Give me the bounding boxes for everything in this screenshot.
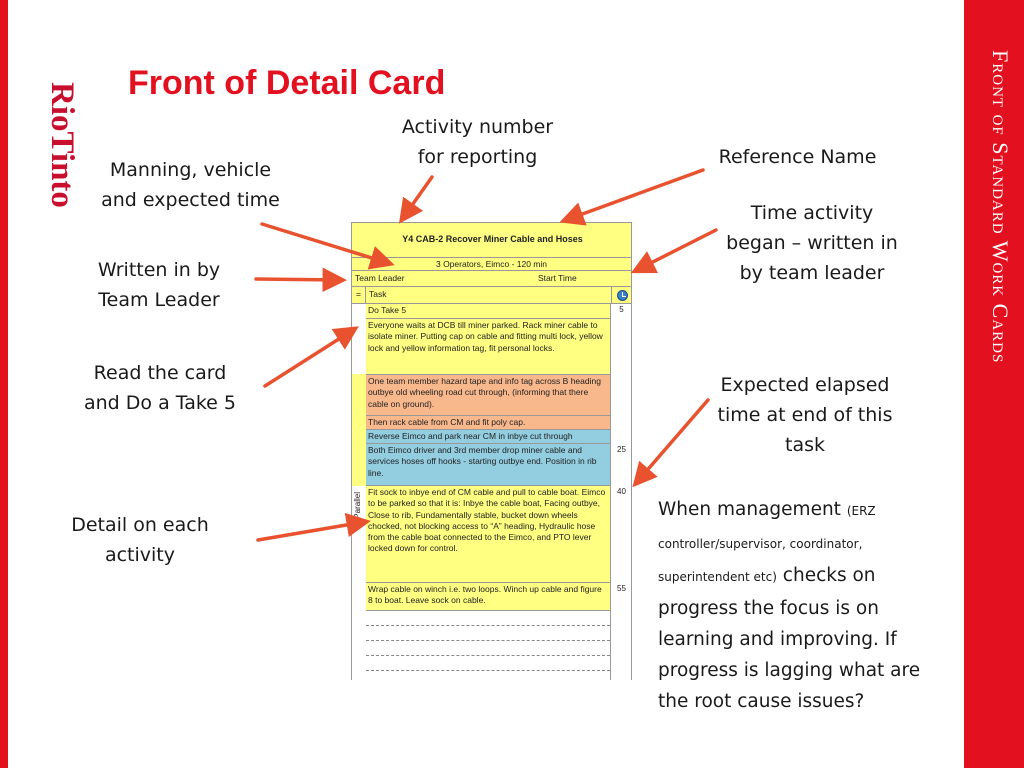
task-row: Everyone waits at DCB till miner parked. Rack miner cable to isolate miner. Putting cap on cable and fitting multi lock, yellow lock and yellow information tag, fit personal locks. [366, 319, 610, 375]
management-note-roles: (ERZ controller/supervisor, coordinator, superintendent etc) [658, 504, 876, 584]
arrow-manning [262, 224, 388, 263]
task-row: Wrap cable on winch i.e. two loops. Winch up cable and figure 8 to boat. Leave sock on cable. [366, 583, 610, 611]
card-crew: 3 Operators, Eimco - 120 min [351, 258, 632, 271]
arrow-reference-name [566, 170, 703, 220]
task-time: 40 [610, 486, 632, 501]
task-row: Both Eimco driver and 3rd member drop miner cable and services hoses off hooks - starting outbye end. Position in rib line. [366, 444, 610, 486]
task-row: One team member hazard tape and info tag across B heading outbye old wheeling road cut through, (informing that there cable on ground). [366, 375, 610, 416]
label-expected-elapsed: Expected elapsed time at end of this task [717, 374, 893, 456]
task-row: Fit sock to inbye end of CM cable and pull to cable boat. Eimco to be parked so that it is: Inbye the cable boat, Facing outbye, Close to rib, Fundamentally stable, bucket down wheels chocked, not blocking access to “A” heading, Hydraulic hose from the cable boat connected to the Eimco, and PTO lever locked down for control. [366, 486, 610, 583]
arrow-time-began [637, 230, 716, 270]
arrow-detail-each [258, 522, 364, 540]
parallel-label: Parallel [353, 492, 362, 519]
task-row: Do Take 5 [366, 304, 610, 319]
label-read-card: Read the card and Do a Take 5 [83, 362, 236, 414]
label-reference-name: Reference Name [718, 146, 877, 168]
arrow-activity-number [403, 177, 432, 218]
label-manning: Manning, vehicle and expected time [101, 159, 280, 211]
arrow-read-card [265, 330, 353, 386]
task-time: 5 [610, 304, 632, 319]
task-time: 55 [610, 583, 632, 598]
label-activity-number: Activity number for reporting [401, 116, 554, 168]
slide-title: Front of Detail Card [128, 64, 446, 102]
task-time: 25 [610, 444, 632, 459]
task-row: Reverse Eimco and park near CM in inbye cut through [366, 430, 610, 444]
start-time-label: Start Time [538, 273, 577, 283]
team-leader-label: Team Leader [355, 273, 405, 283]
task-row: Then rack cable from CM and fit poly cap. [366, 416, 610, 430]
label-detail-each: Detail on each activity [71, 514, 209, 566]
card-title: Y4 CAB-2 Recover Miner Cable and Hoses [402, 234, 583, 244]
management-note-body: checks on progress the focus is on learning and improving. If progress is lagging what are the root cause issues? [658, 565, 921, 712]
task-column-header: Task [369, 289, 387, 299]
side-title: Front of Standard Work Cards [988, 50, 1013, 364]
arrow-written-in [256, 279, 340, 280]
riotinto-logo: RioTinto [44, 82, 80, 208]
equals-column-header: = [352, 287, 366, 303]
management-note-lead: When management [658, 499, 847, 520]
label-time-began: Time activity began – written in by team leader [726, 202, 898, 284]
arrow-expected-elapsed [637, 400, 708, 482]
label-written-in: Written in by Team Leader [97, 259, 221, 311]
